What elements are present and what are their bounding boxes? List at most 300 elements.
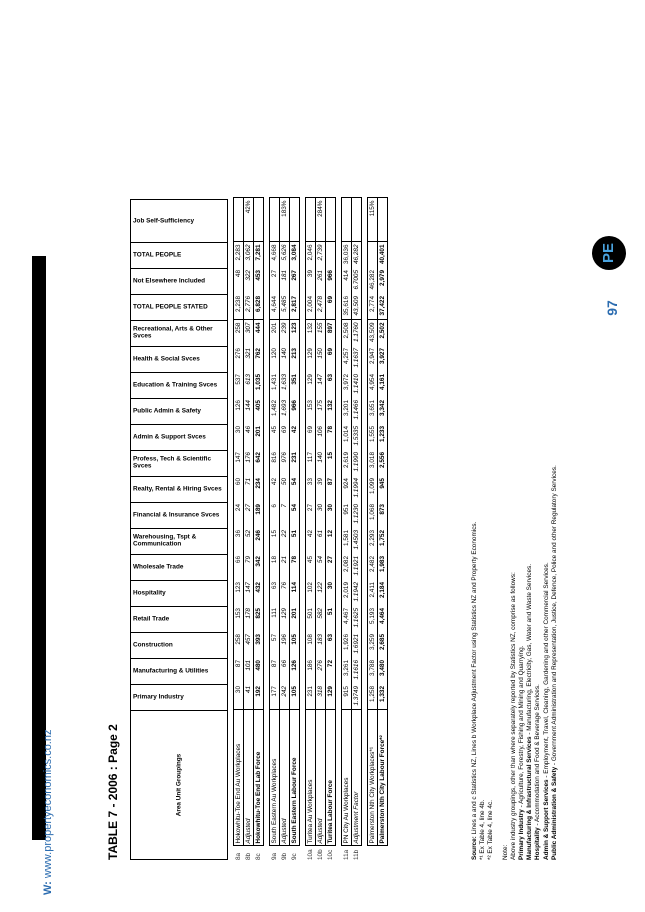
table-cell: 444: [254, 320, 264, 346]
table-cell: 35,616: [342, 294, 352, 320]
table-cell: 501: [306, 606, 316, 632]
table-cell: 246: [254, 528, 264, 554]
table-cell: 30: [234, 424, 244, 450]
row-id: 8c: [255, 853, 262, 860]
table-cell: 155: [316, 320, 326, 346]
table-cell: 129: [306, 346, 316, 372]
table-cell: 7: [280, 502, 290, 528]
header-col: Education & Training Svces: [130, 372, 228, 399]
table-cell: 153: [234, 606, 244, 632]
footnote: *² Ex Table 4, line 4c.: [487, 800, 495, 860]
header-col: Recreational, Arts & Other Svces: [130, 320, 228, 347]
table-cell: 2,046: [306, 242, 316, 268]
table-cell: 1,693: [280, 398, 290, 424]
table-cell: 2,979: [378, 268, 388, 294]
table-cell: 6,828: [254, 294, 264, 320]
table-cell: 186: [306, 658, 316, 684]
table-cell: 140: [280, 346, 290, 372]
job-self-sufficiency-cell: 115%: [368, 198, 378, 242]
table-cell: 42: [270, 476, 280, 502]
table-cell: 1,633: [280, 372, 290, 398]
table-cell: 915: [342, 684, 352, 710]
table-cell: 48: [234, 268, 244, 294]
table-cell: 2,817: [290, 294, 300, 320]
job-self-sufficiency-cell: [254, 198, 264, 242]
table-cell: 87: [326, 476, 336, 502]
row-label: Adjusted: [244, 710, 254, 846]
header-col: Warehousing, Tspt & Communication: [130, 528, 228, 555]
table-cell: 27: [270, 268, 280, 294]
table-cell: 69: [326, 294, 336, 320]
table-cell: 2,238: [234, 294, 244, 320]
table-cell: 24: [234, 502, 244, 528]
table-row: [290, 198, 300, 860]
table-cell: 61: [316, 528, 326, 554]
pe-logo-icon: PE: [592, 236, 626, 270]
table-cell: 2,411: [368, 580, 378, 606]
table-cell: 976: [280, 450, 290, 476]
table-cell: 21: [280, 554, 290, 580]
table-cell: 3,342: [378, 398, 388, 424]
table-cell: 231: [306, 684, 316, 710]
table-cell: 126: [290, 658, 300, 684]
table-cell: 3,651: [368, 398, 378, 424]
row-id: 8a: [235, 852, 242, 860]
table-cell: 71: [244, 476, 254, 502]
table-cell: 30: [326, 502, 336, 528]
table-cell: 405: [254, 398, 264, 424]
table-cell: 4,161: [378, 372, 388, 398]
table-cell: 1.4503: [352, 528, 362, 554]
table-cell: 4,257: [342, 346, 352, 372]
table-title: TABLE 7 - 2006 : Page 2: [106, 724, 120, 860]
table-cell: 267: [290, 268, 300, 294]
table-cell: 36: [234, 528, 244, 554]
table-cell: 966: [290, 398, 300, 424]
table-cell: 480: [254, 658, 264, 684]
table-cell: 4,467: [342, 606, 352, 632]
table-cell: 2,619: [342, 450, 352, 476]
table-cell: 762: [254, 346, 264, 372]
table-cell: 63: [326, 372, 336, 398]
row-id: 9a: [271, 852, 278, 860]
header-col: Manufacturing & Utilities: [130, 658, 228, 685]
table-cell: 54: [316, 554, 326, 580]
table-cell: 51: [290, 528, 300, 554]
table-cell: 57: [270, 632, 280, 658]
table-cell: 897: [326, 320, 336, 346]
job-self-sufficiency-cell: [352, 198, 362, 242]
row-id: 11a: [343, 849, 350, 860]
table-cell: 3,261: [342, 658, 352, 684]
table-cell: 1.1637: [352, 346, 362, 372]
table-cell: 816: [270, 450, 280, 476]
table-cell: 63: [326, 632, 336, 658]
table-cell: 414: [342, 268, 352, 294]
table-cell: 1.1760: [352, 320, 362, 346]
row-label: Palmerston Nth City Workplaces*¹: [368, 710, 378, 846]
table-cell: 183: [316, 632, 326, 658]
table-cell: [368, 242, 378, 268]
table-cell: 3,259: [368, 632, 378, 658]
footer-url[interactable]: W: www.propertyeconomics.co.nz: [42, 729, 54, 895]
table-cell: 582: [316, 606, 326, 632]
job-self-sufficiency-cell: [342, 198, 352, 242]
header-col: Wholesale Trade: [130, 554, 228, 581]
table-cell: 72: [326, 658, 336, 684]
table-cell: 12: [326, 528, 336, 554]
table-cell: 105: [290, 684, 300, 710]
table-cell: 7,281: [254, 242, 264, 268]
notes-intro: Above industry groupings, other than where separately reported by Statistics NZ, comprise as follows:: [509, 572, 517, 860]
table-cell: 147: [316, 372, 326, 398]
table-cell: 123: [234, 580, 244, 606]
table-cell: 30: [316, 502, 326, 528]
table-cell: 3,062: [244, 242, 254, 268]
table-cell: 1.1410: [352, 372, 362, 398]
table-cell: 342: [254, 554, 264, 580]
table-cell: 1,926: [342, 632, 352, 658]
header-col: Realty, Rental & Hiring Svces: [130, 476, 228, 503]
table-cell: 36,036: [342, 242, 352, 268]
row-id: 11b: [353, 849, 360, 860]
row-label: South Eastern Labour Force: [290, 710, 300, 846]
table-cell: 54: [290, 476, 300, 502]
table-cell: 42: [290, 424, 300, 450]
note-item: Public Administration & Safety - Government Administration and Representation, Justice, Defence, Police and other Regulatory Services.: [550, 465, 558, 860]
header-col: TOTAL PEOPLE: [130, 242, 228, 269]
table-cell: 2,739: [316, 242, 326, 268]
table-row: [378, 198, 388, 860]
table-cell: 3,018: [368, 450, 378, 476]
table-cell: 66: [280, 658, 290, 684]
table-cell: 2,685: [378, 632, 388, 658]
table-cell: 1.5335: [352, 424, 362, 450]
table-cell: 27: [306, 502, 316, 528]
table-cell: 87: [270, 658, 280, 684]
table-cell: 189: [254, 502, 264, 528]
table-cell: 22: [280, 528, 290, 554]
table-cell: 1,014: [342, 424, 352, 450]
table-cell: 1.1230: [352, 502, 362, 528]
table-cell: 3,084: [290, 242, 300, 268]
table-cell: 60: [234, 476, 244, 502]
table-cell: 1,258: [368, 684, 378, 710]
table-row: [254, 198, 264, 860]
job-self-sufficiency-cell: [306, 198, 316, 242]
table-cell: 951: [342, 502, 352, 528]
table-cell: 1,482: [270, 398, 280, 424]
table-cell: 63: [270, 580, 280, 606]
table-cell: 39: [316, 476, 326, 502]
table-cell: 175: [316, 398, 326, 424]
header-col: Hospitality: [130, 580, 228, 607]
table-cell: 3,927: [378, 346, 388, 372]
header-job-self-sufficiency: Job Self-Sufficiency: [130, 199, 228, 243]
table-cell: 2,508: [342, 320, 352, 346]
table-cell: 132: [326, 398, 336, 424]
table-cell: 45: [306, 554, 316, 580]
header-area-unit-groupings: Area Unit Groupings: [130, 710, 228, 860]
table-row: [270, 198, 280, 860]
table-cell: 69: [280, 424, 290, 450]
table-cell: 129: [280, 606, 290, 632]
table-cell: 6.7005: [352, 268, 362, 294]
table-cell: 4,954: [368, 372, 378, 398]
note-item: Manufacturing & Infrastructural Services - Manufacturing, Electricity, Gas, Water and Waste Services.: [526, 564, 534, 860]
table-cell: 66: [234, 554, 244, 580]
table-cell: 123: [290, 320, 300, 346]
table-cell: 642: [254, 450, 264, 476]
table-cell: 1,983: [378, 554, 388, 580]
table-cell: 5,626: [280, 242, 290, 268]
table-cell: 43,509: [368, 320, 378, 346]
table-cell: 114: [290, 580, 300, 606]
table-cell: 87: [234, 658, 244, 684]
table-cell: 234: [254, 476, 264, 502]
table-cell: 106: [316, 424, 326, 450]
table-cell: 126: [234, 398, 244, 424]
table-cell: 41: [244, 684, 254, 710]
table-cell: 52: [244, 528, 254, 554]
table-cell: 132: [306, 320, 316, 346]
table-cell: 177: [270, 684, 280, 710]
table-cell: 147: [244, 580, 254, 606]
table-cell: 18: [270, 554, 280, 580]
row-id: 10b: [317, 849, 324, 860]
table-cell: 3,788: [368, 658, 378, 684]
table-cell: 2,283: [234, 242, 244, 268]
table-cell: 27: [244, 502, 254, 528]
source-line: Source: Lines a and c Statistics NZ, Lines b Workplace Adjustment Factor using Statistics NZ and Property Economics.: [471, 521, 478, 860]
table-cell: 153: [306, 398, 316, 424]
table-cell: 321: [244, 346, 254, 372]
table-cell: 50: [280, 476, 290, 502]
table-cell: 258: [234, 320, 244, 346]
table-cell: 43,509: [352, 294, 362, 320]
table-cell: 196: [280, 632, 290, 658]
page-number: 97: [604, 300, 620, 316]
table-cell: 239: [280, 320, 290, 346]
table-header: [130, 95, 228, 860]
header-col: Profess, Tech & Scientific Svces: [130, 450, 228, 477]
row-label: Adjustment Factor: [352, 710, 362, 846]
table-cell: 111: [270, 606, 280, 632]
table-cell: 3,972: [342, 372, 352, 398]
table-row: [234, 198, 244, 860]
header-col: Admin & Support Svces: [130, 424, 228, 451]
table-cell: 393: [254, 632, 264, 658]
table-cell: 1,581: [342, 528, 352, 554]
table-cell: 1,068: [368, 502, 378, 528]
table-cell: 40,401: [378, 242, 388, 268]
table-cell: 242: [280, 684, 290, 710]
table-cell: 1.1625: [352, 606, 362, 632]
table-cell: 276: [234, 346, 244, 372]
job-self-sufficiency-cell: 284%: [316, 198, 326, 242]
table-cell: 2,556: [378, 450, 388, 476]
row-label: Turitea Labour Force: [326, 710, 336, 846]
row-label: Adjusted: [316, 710, 326, 846]
job-self-sufficiency-cell: [270, 198, 280, 242]
table-cell: 30: [326, 580, 336, 606]
header-col: TOTAL PEOPLE STATED: [130, 294, 228, 321]
table-cell: 144: [244, 398, 254, 424]
row-label: Turitea Au Workplaces: [306, 710, 316, 846]
table-cell: 79: [244, 554, 254, 580]
note-item: Admin & Support Services - Employment, Travel, Cleaning, Gardening and other Commercial Services.: [542, 562, 550, 860]
table-cell: 1,035: [254, 372, 264, 398]
table-cell: 613: [244, 372, 254, 398]
table-cell: 3,201: [342, 398, 352, 424]
job-self-sufficiency-cell: [326, 198, 336, 242]
table-cell: 307: [244, 320, 254, 346]
table-row: [280, 198, 290, 860]
table-cell: 453: [254, 268, 264, 294]
header-col: Not Elsewhere Included: [130, 268, 228, 295]
table-cell: 1.1616: [352, 658, 362, 684]
header-col: Health & Social Svces: [130, 346, 228, 373]
table-cell: 231: [290, 450, 300, 476]
table-cell: 4,644: [270, 294, 280, 320]
table-row: [368, 198, 378, 860]
notes-title: Note:: [501, 844, 509, 860]
table-cell: 873: [378, 502, 388, 528]
row-id: 10a: [307, 849, 314, 860]
table-cell: 181: [280, 268, 290, 294]
table-cell: 6: [270, 502, 280, 528]
rotated-page-content: [106, 0, 645, 860]
table-cell: 147: [234, 450, 244, 476]
table-row: [342, 198, 352, 860]
table-cell: 37,422: [378, 294, 388, 320]
job-self-sufficiency-cell: [234, 198, 244, 242]
table-cell: 1,233: [378, 424, 388, 450]
table-row: [352, 198, 362, 860]
table-cell: 101: [244, 658, 254, 684]
table-cell: 1.3749: [352, 684, 362, 710]
row-label: Hokowhitu-Toe End Au Workplaces: [234, 710, 244, 846]
table-cell: 2,482: [368, 554, 378, 580]
row-id: 10c: [327, 849, 334, 860]
row-id: 9c: [291, 853, 298, 860]
table-cell: 51: [326, 606, 336, 632]
table-cell: 1,752: [378, 528, 388, 554]
table-cell: 1,555: [368, 424, 378, 450]
table-cell: 261: [316, 268, 326, 294]
data-table: [233, 198, 388, 861]
job-self-sufficiency-cell: 183%: [280, 198, 290, 242]
table-cell: 4,464: [378, 606, 388, 632]
table-cell: 1.1466: [352, 398, 362, 424]
table-cell: 105: [290, 632, 300, 658]
row-label: PN City Au Workplaces: [342, 710, 352, 846]
table-cell: 192: [254, 684, 264, 710]
header-col: Primary Industry: [130, 684, 228, 711]
table-cell: 1,332: [378, 684, 388, 710]
job-self-sufficiency-cell: 42%: [244, 198, 254, 242]
table-cell: 201: [254, 424, 264, 450]
header-col: Retail Trade: [130, 606, 228, 633]
row-id: [368, 846, 378, 860]
table-row: [306, 198, 316, 860]
table-cell: 1.1994: [352, 476, 362, 502]
table-cell: 2,082: [342, 554, 352, 580]
table-cell: 318: [316, 684, 326, 710]
footnote: *¹ Ex Table 4, line 4b.: [479, 799, 487, 860]
table-cell: 1,099: [368, 476, 378, 502]
table-cell: 39: [306, 268, 316, 294]
table-cell: 945: [378, 476, 388, 502]
table-cell: 2,947: [368, 346, 378, 372]
table-cell: 2,478: [316, 294, 326, 320]
table-cell: [326, 242, 336, 268]
table-cell: 46,282: [352, 242, 362, 268]
table-cell: 69: [326, 346, 336, 372]
table-cell: 30: [234, 684, 244, 710]
table-cell: 5,193: [368, 606, 378, 632]
table-cell: 150: [316, 346, 326, 372]
table-cell: 2,502: [378, 320, 388, 346]
table-cell: 15: [326, 450, 336, 476]
table-row: [244, 198, 254, 860]
table-cell: 213: [290, 346, 300, 372]
notes-section: [471, 465, 559, 860]
table-cell: 3,480: [378, 658, 388, 684]
table-cell: 2,184: [378, 580, 388, 606]
table-cell: 120: [270, 346, 280, 372]
table-cell: 69: [306, 424, 316, 450]
table-cell: 2,776: [244, 294, 254, 320]
table-cell: 1.6921: [352, 632, 362, 658]
table-cell: 825: [254, 606, 264, 632]
table-cell: 117: [306, 450, 316, 476]
table-cell: 2,293: [368, 528, 378, 554]
table-cell: 351: [290, 372, 300, 398]
table-cell: 1.1990: [352, 450, 362, 476]
table-cell: 258: [234, 632, 244, 658]
table-cell: 924: [342, 476, 352, 502]
row-label: South Eastern Au Workplaces: [270, 710, 280, 846]
row-id: [378, 846, 388, 860]
table-cell: 102: [306, 580, 316, 606]
table-cell: 1,431: [270, 372, 280, 398]
row-label: Adjusted: [280, 710, 290, 846]
table-cell: 457: [244, 632, 254, 658]
table-cell: 45: [270, 424, 280, 450]
note-item: Hospitality - Accommodation and Food & Beverage Services.: [534, 684, 542, 860]
table-cell: 201: [290, 606, 300, 632]
table-cell: 2,774: [368, 294, 378, 320]
row-id: 8b: [245, 852, 252, 860]
table-row: [326, 198, 336, 860]
table-cell: 322: [244, 268, 254, 294]
table-cell: 78: [290, 554, 300, 580]
table-cell: 537: [234, 372, 244, 398]
row-label: Hokowhitu-Toe End Lab Force: [254, 710, 264, 846]
table-cell: 129: [306, 372, 316, 398]
header-col: Public Admin & Safety: [130, 398, 228, 425]
table-row: [316, 198, 326, 860]
table-cell: 46,282: [368, 268, 378, 294]
table-cell: 1.1942: [352, 580, 362, 606]
table-cell: 432: [254, 580, 264, 606]
row-label: Palmerston Nth City Labour Force*²: [378, 710, 388, 846]
table-cell: 27: [326, 554, 336, 580]
header-col: Financial & Insurance Svces: [130, 502, 228, 529]
table-cell: 15: [270, 528, 280, 554]
job-self-sufficiency-cell: [378, 198, 388, 242]
